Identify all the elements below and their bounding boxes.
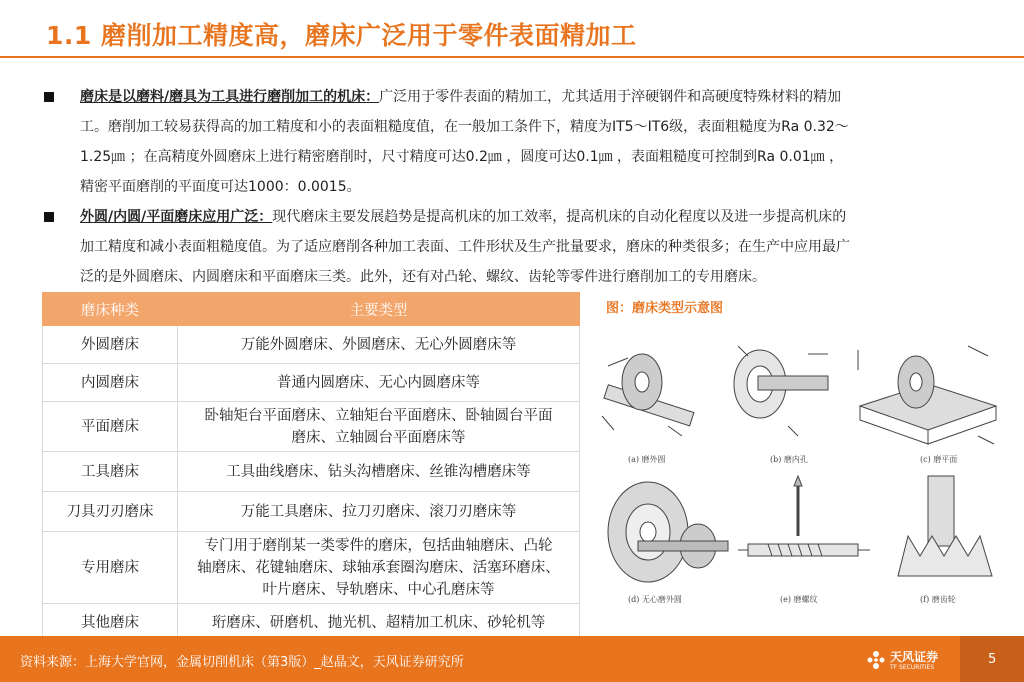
- paragraph-1-line-3: 1.25㎛ ；在高精度外圆磨床上进行精密磨削时，尺寸精度可达0.2㎛ ，圆度可达0.1㎛ ，表面粗糙度可控制到Ra 0.01㎛ ，: [80, 149, 844, 165]
- row-kind: 外圆磨床: [43, 326, 178, 364]
- row-types-line: 万能工具磨床、拉刀刃磨床、滚刀刃磨床等: [240, 503, 517, 520]
- paragraph-2-line-3: 泛的是外圆磨床、内圆磨床和平面磨床三类。此外，还有对凸轮、螺纹、齿轮等零件进行磨削加工的专用磨床。: [80, 269, 766, 285]
- row-types: [178, 492, 580, 532]
- paragraph-2: [80, 202, 980, 292]
- paragraph-1-line-2: 工。磨削加工较易获得高的加工精度和小的表面粗糙度值，在一般加工条件下，精度为IT5～IT6级，表面粗糙度为Ra 0.32～: [80, 119, 849, 135]
- logo-subtext: TF SECURITIES: [890, 664, 935, 671]
- page-title: 1.1 磨削加工精度高，磨床广泛用于零件表面精加工: [46, 21, 637, 50]
- row-types: [178, 402, 580, 452]
- figure-label-c: (c) 磨平面: [920, 455, 958, 464]
- thread-grinding-illustration: [738, 476, 870, 556]
- grinder-types-table: [42, 292, 580, 642]
- paragraph-1: [80, 82, 980, 202]
- surface-grinding-illustration: [858, 346, 996, 444]
- page-number: 5: [988, 652, 997, 667]
- row-kind: 工具磨床: [43, 452, 178, 492]
- figure-label-f: (f) 磨齿轮: [920, 595, 956, 604]
- row-types-line: 叶片磨床、导轨磨床、中心孔磨床等: [262, 581, 495, 598]
- paragraph-2-text: 现代磨床主要发展趋势是提高机床的加工效率，提高机床的自动化程度以及进一步提高机床的: [272, 209, 847, 225]
- figure-label-b: (b) 磨内孔: [770, 455, 808, 464]
- table-header-row: [43, 293, 580, 326]
- paragraph-1-heading: 磨床是以磨料/磨具为工具进行磨削加工的机床：: [80, 89, 380, 105]
- bullet-2-icon: [44, 212, 54, 222]
- header-types: 主要类型: [178, 293, 580, 326]
- table-row: [43, 364, 580, 402]
- paragraph-1-text: 广泛用于零件表面的精加工，尤其适用于淬硬钢件和高硬度特殊材料的精加: [379, 89, 842, 105]
- row-types-line: 普通内圆磨床、无心内圆磨床等: [277, 374, 480, 391]
- centerless-grinding-illustration: [608, 482, 728, 582]
- row-types-line: 工具曲线磨床、钻头沟槽磨床、丝锥沟槽磨床等: [226, 463, 531, 480]
- table-row: [43, 492, 580, 532]
- row-types-line: 珩磨床、研磨机、抛光机、超精加工机床、砂轮机等: [211, 614, 546, 631]
- bullet-1-icon: [44, 92, 54, 102]
- figure-label-d: (d) 无心磨外圆: [628, 595, 682, 604]
- row-types-line: 卧轴矩台平面磨床、立轴矩台平面磨床、卧轴圆台平面: [204, 407, 553, 424]
- paragraph-2-heading: 外圆/内圆/平面磨床应用广泛：: [80, 209, 273, 225]
- paragraph-2-line-2: 加工精度和减小表面粗糙度值。为了适应磨削各种加工表面、工件形状及生产批量要求，磨床的种类很多；在生产中应用最广: [80, 239, 850, 255]
- row-kind: 专用磨床: [43, 532, 178, 604]
- row-types: [178, 532, 580, 604]
- paragraph-1-line-4: 精密平面磨削的平面度可达1000：0.0015。: [80, 179, 361, 195]
- title-divider: [0, 56, 1024, 58]
- gear-grinding-illustration: [898, 476, 992, 576]
- row-kind: 内圆磨床: [43, 364, 178, 402]
- paragraph-1-line-1: [80, 82, 980, 112]
- row-types-line: 专门用于磨削某一类零件的磨床，包括曲轴磨床、凸轮: [204, 537, 553, 554]
- row-kind: 其他磨床: [43, 604, 178, 642]
- table-row: [43, 532, 580, 604]
- internal-grinding-illustration: [734, 346, 828, 436]
- grinder-types-diagram: [598, 336, 1002, 608]
- row-types-line: 万能外圆磨床、外圆磨床、无心外圆磨床等: [240, 336, 517, 353]
- figure-caption: 图：磨床类型示意图: [606, 301, 724, 316]
- row-kind: 刀具刃刃磨床: [43, 492, 178, 532]
- source-note: 资料来源：上海大学官网，金属切削机床（第3版）_赵晶文，天风证券研究所: [20, 655, 464, 670]
- logo-text: 天风证券: [890, 650, 939, 664]
- table-row: [43, 402, 580, 452]
- row-types-line: 轴磨床、花键轴磨床、球轴承套圈沟磨床、活塞环磨床、: [197, 559, 560, 576]
- figure-label-a: (a) 磨外圆: [628, 455, 666, 464]
- figure-label-e: (e) 磨螺纹: [780, 595, 818, 604]
- paragraph-2-line-1: [80, 202, 980, 232]
- row-types-line: 磨床、立轴圆台平面磨床等: [291, 429, 466, 446]
- row-kind: 平面磨床: [43, 402, 178, 452]
- header-kind: 磨床种类: [43, 293, 178, 326]
- row-types: [178, 326, 580, 364]
- row-types: [178, 364, 580, 402]
- external-grinding-illustration: [602, 354, 694, 436]
- row-types: [178, 452, 580, 492]
- table-row: [43, 452, 580, 492]
- table-row: [43, 326, 580, 364]
